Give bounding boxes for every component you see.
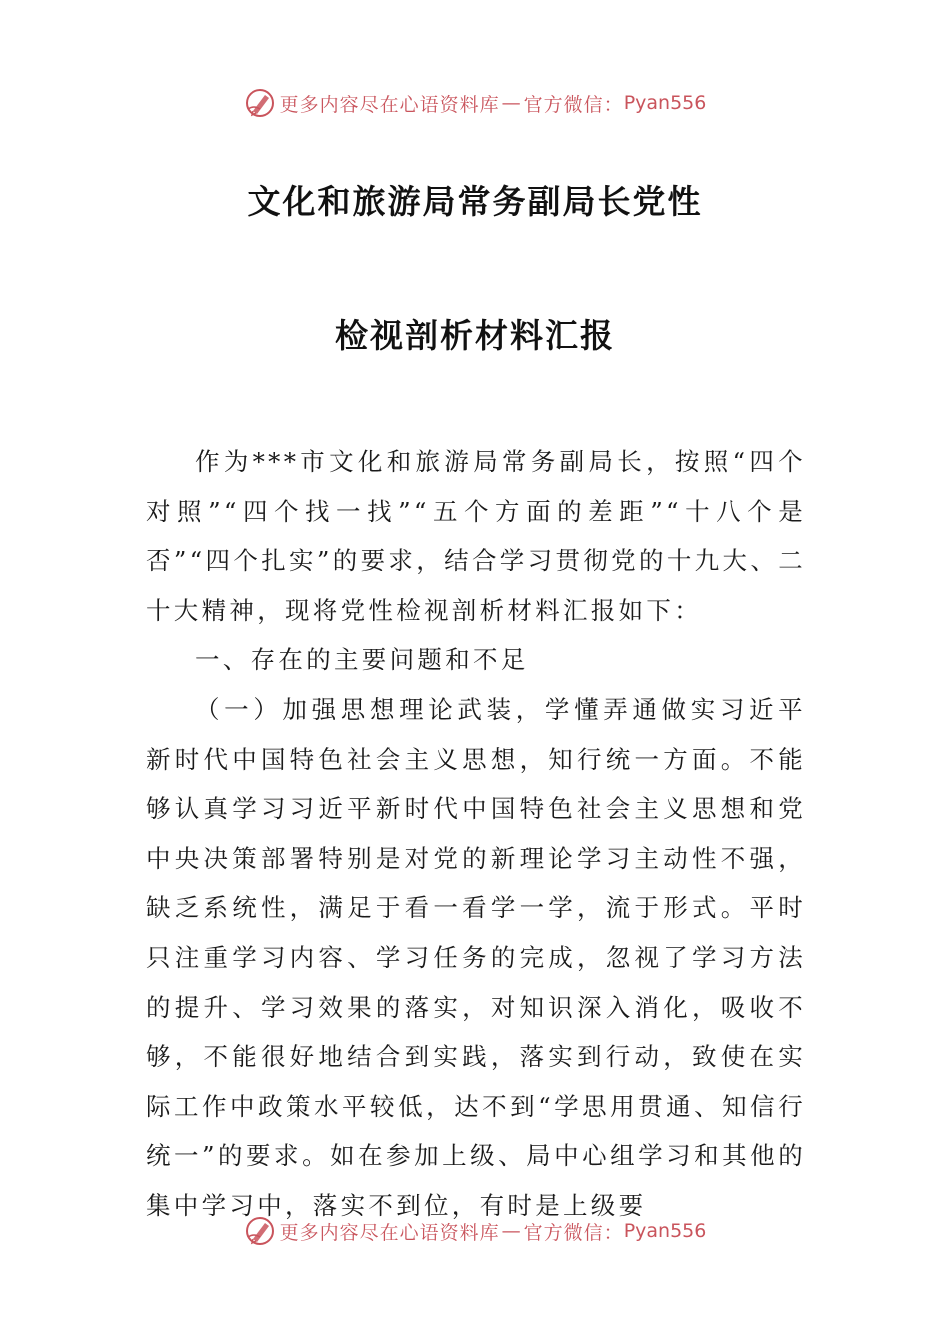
watermark-official-label: 官方微信： bbox=[523, 93, 624, 116]
watermark-wechat-id: Pyan556 bbox=[623, 1220, 707, 1242]
pen-logo-icon bbox=[244, 87, 276, 119]
intro-paragraph: 作为***市文化和旅游局常务副局长，按照“四个对照”“四个找一找”“五个方面的差距”“十八个是否”“四个扎实”的要求，结合学习贯彻党的十九大、二十大精神，现将党性检视剖析材料汇报如下： bbox=[146, 447, 806, 625]
watermark-official-label: 官方微信： bbox=[523, 1221, 624, 1244]
watermark-wechat-id: Pyan556 bbox=[623, 92, 707, 114]
document-title-line-1: 文化和旅游局常务副局长党性 bbox=[247, 182, 703, 221]
section-heading: 一、存在的主要问题和不足 bbox=[195, 645, 529, 675]
watermark-header bbox=[0, 85, 950, 121]
pen-logo-icon bbox=[244, 1215, 276, 1247]
watermark-text: 更多内容尽在心语资料库 bbox=[279, 93, 500, 116]
watermark-footer bbox=[0, 1213, 950, 1249]
watermark-text: 更多内容尽在心语资料库 bbox=[279, 1221, 500, 1244]
body-paragraph: （一）加强思想理论武装，学懂弄通做实习近平新时代中国特色社会主义思想，知行统一方面。不能够认真学习习近平新时代中国特色社会主义思想和党中央决策部署特别是对党的新理论学习主动性不强，缺乏系统性，满足于看一看学一学，流于形式。平时只注重学习内容、学习任务的完成，忽视了学习方法的提升、学习效果的落实，对知识深入消化，吸收不够，不能很好地结合到实践，落实到行动，致使在实际工作中政策水平较低，达不到“学思用贯通、知信行统一”的要求。如在参加上级、局中心组学习和其他的集中学习中，落实不到位，有时是上级要 bbox=[146, 694, 806, 1220]
watermark-separator: — bbox=[501, 92, 522, 114]
document-title-line-2: 检视剖析材料汇报 bbox=[335, 316, 615, 355]
document-body bbox=[146, 437, 806, 1231]
watermark-separator: — bbox=[501, 1220, 522, 1242]
